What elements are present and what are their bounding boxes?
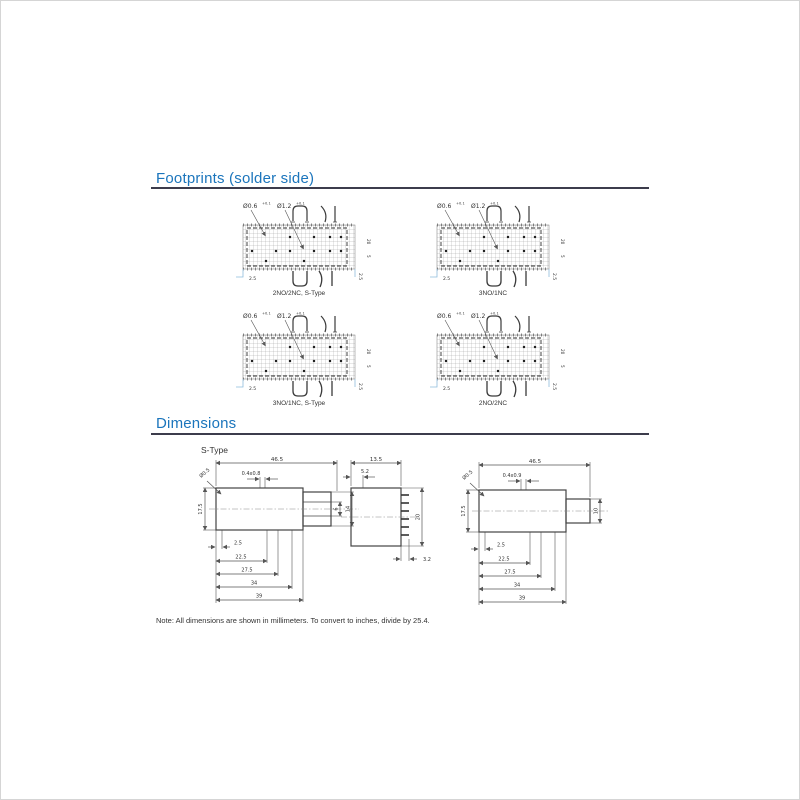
end-pins	[401, 495, 409, 535]
footprint-diagram-2no2nc-stype	[229, 197, 424, 297]
footprint-caption-2: 3NO/1NC	[478, 290, 508, 297]
end-width: 13.5	[369, 457, 383, 463]
dimension-end-view	[339, 449, 449, 574]
dimensions-section-rule	[151, 433, 649, 435]
side1-dimension-lines	[205, 463, 352, 600]
side1-length: 46.5	[270, 457, 284, 463]
side2-chain-1: 2.5	[497, 542, 505, 549]
side1-pin-row-outer: 14	[345, 505, 352, 513]
footprint-diagram-3no1nc	[423, 197, 618, 297]
side1-chain-4: 34	[250, 580, 258, 587]
side1-height: 17.5	[198, 503, 204, 515]
footprints-section-title: Footprints (solder side)	[156, 170, 315, 187]
side2-chain-4: 34	[513, 582, 521, 589]
side2-length: 46.5	[528, 459, 542, 465]
side2-chain-3: 27.5	[504, 569, 516, 576]
side1-chain-5: 39	[255, 593, 263, 600]
datasheet-page: Ø0.6 +0.1 Ø1.2 +0.1 2.5 2.5 20 5 Footprints (solder side) 2NO/2NC, S-Type 3NO/1NC 3NO/1NC, S-Type 2NO/2NC Dimensions S-Type 46.5 0.4x0.8 Ø0.5 17.5 6 14 2.5 22.5 27.5 34 39 13.5 5.2 20 3.2 46.5 0.4x0.9 Ø0.5 17.5 10 2.5 22.5 27.5 34 39 Note: All dimensions are shown in millimeters. To convert to inches, divide by 25.4.	[0, 0, 800, 800]
side2-pin-hole: Ø0.5	[461, 469, 475, 482]
end-pin-offset-top: 5.2	[361, 469, 369, 475]
side2-extension-lines	[466, 462, 602, 605]
side2-chain-5: 39	[518, 595, 526, 602]
dimensions-section-title: Dimensions	[156, 415, 237, 432]
footprints-section-rule	[151, 187, 649, 189]
footprint-diagram-2no2nc	[423, 307, 618, 407]
end-pin-offset-bottom: 3.2	[423, 557, 431, 563]
side2-height: 17.5	[461, 505, 467, 517]
end-dimension-lines	[343, 463, 422, 559]
type-label: S-Type	[201, 445, 228, 455]
footprint-caption-3: 3NO/1NC, S-Type	[272, 400, 326, 407]
side1-pin-hole: Ø0.5	[198, 467, 212, 480]
dimensions-note: Note: All dimensions are shown in millimeters. To convert to inches, divide by 25.4.	[156, 616, 430, 625]
side1-pin-slot: 0.4x0.8	[241, 471, 261, 477]
side2-pin-row: 10	[593, 507, 600, 515]
side1-extension-lines	[203, 460, 354, 603]
side2-chain-2: 22.5	[498, 556, 510, 563]
side2-dimension-lines	[468, 465, 600, 602]
side1-chain-2: 22.5	[235, 554, 247, 561]
side1-chain-1: 2.5	[234, 540, 242, 547]
footprint-diagram-3no1nc-stype	[229, 307, 424, 407]
side2-pin-slot: 0.4x0.9	[502, 473, 522, 479]
side1-pin-row-inner: 6	[333, 507, 340, 511]
dimension-side-view-2	[449, 453, 634, 613]
footprint-caption-4: 2NO/2NC	[478, 400, 508, 407]
end-height: 20	[415, 513, 422, 521]
footprint-caption-1: 2NO/2NC, S-Type	[272, 290, 326, 297]
side1-chain-3: 27.5	[241, 567, 253, 574]
